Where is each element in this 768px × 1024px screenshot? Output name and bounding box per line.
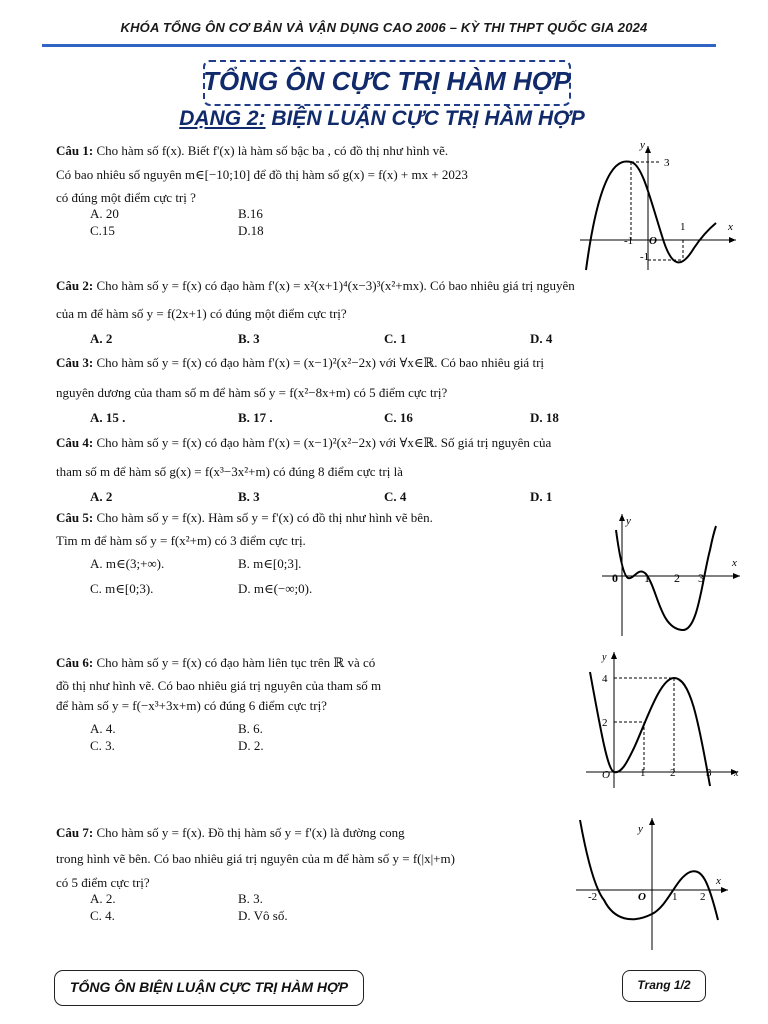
q4-line1 xyxy=(56,434,551,451)
q7-x-label: x xyxy=(716,875,721,887)
q7-line2: trong hình vẽ bên. Có bao nhiêu giá trị nguyên của m để hàm số y = f(|x|+m) xyxy=(56,851,455,866)
q1-option-c: C.15 xyxy=(90,223,115,238)
q1-label-minus1: -1 xyxy=(624,235,634,247)
q5-origin: 0 xyxy=(612,571,618,585)
q5-option-a: A. m∈(3;+∞). xyxy=(90,556,165,571)
q7-label: Câu 7: xyxy=(56,825,94,840)
q1-option-d: D.18 xyxy=(238,223,264,238)
q1-label-minus1-y: -1 xyxy=(640,251,650,263)
q4-text1: Cho hàm số y = f(x) có đạo hàm f'(x) = (x−1)²(x²−2x) với ∀x∈ℝ. Số giá trị nguyên của xyxy=(96,435,552,450)
q1-curve xyxy=(586,161,716,270)
q2-text1: Cho hàm số y = f(x) có đạo hàm f'(x) = x²(x+1)⁴(x−3)³(x²+mx). Có bao nhiêu giá trị nguyên xyxy=(96,278,575,293)
q1-x-label: x xyxy=(728,221,733,233)
q1-origin: O xyxy=(649,235,657,247)
q7-y-label: y xyxy=(638,823,643,835)
q4-label: Câu 4: xyxy=(56,435,94,450)
q6-line1 xyxy=(56,654,375,671)
q7-graph xyxy=(572,814,732,952)
q6-option-b: B. 6. xyxy=(238,721,263,736)
q6-line3: để hàm số y = f(−x³+3x+m) có đúng 6 điểm cực trị? xyxy=(56,698,327,713)
q5-option-c: C. m∈[0;3). xyxy=(90,581,154,596)
q5-label-3: 3 xyxy=(698,571,704,585)
q5-label-2: 2 xyxy=(674,571,680,585)
q6-graph xyxy=(582,648,744,790)
q6-label-3: 3 xyxy=(706,767,712,779)
page-header: KHÓA TỔNG ÔN CƠ BẢN VÀ VẬN DỤNG CAO 2006 – KỲ THI THPT QUỐC GIA 2024 xyxy=(120,20,648,35)
q6-label-2y: 2 xyxy=(602,717,608,729)
q7-label-1: 1 xyxy=(672,891,678,903)
q1-line2: Có bao nhiêu số nguyên m∈[−10;10] để đồ thị hàm số g(x) = f(x) + mx + 2023 xyxy=(56,167,468,182)
q4-option-d: D. 1 xyxy=(530,489,553,504)
q5-line1 xyxy=(56,509,433,526)
q2-option-a: A. 2 xyxy=(90,331,113,346)
q6-label: Câu 6: xyxy=(56,655,94,670)
q3-option-a: A. 15 . xyxy=(90,410,126,425)
q5-x-label: x xyxy=(732,557,737,569)
q3-label: Câu 3: xyxy=(56,355,94,370)
q6-label-4: 4 xyxy=(602,673,608,685)
q6-option-a: A. 4. xyxy=(90,721,116,736)
q7-x-arrow-icon xyxy=(721,887,728,893)
q7-label-2: 2 xyxy=(700,891,706,903)
q5-line2: Tìm m để hàm số y = f(x²+m) có 3 điểm cực trị. xyxy=(56,533,306,548)
q6-x-label: x xyxy=(734,768,739,779)
q7-option-d: D. Vô số. xyxy=(238,908,288,923)
q6-label-1: 1 xyxy=(640,767,646,779)
q5-x-arrow-icon xyxy=(733,573,740,579)
q4-option-a: A. 2 xyxy=(90,489,113,504)
q2-option-d: D. 4 xyxy=(530,331,553,346)
q2-option-b: B. 3 xyxy=(238,331,260,346)
q1-option-a: A. 20 xyxy=(90,206,119,221)
q1-label: Câu 1: xyxy=(56,143,94,158)
q3-line1 xyxy=(56,354,544,371)
q5-option-b: B. m∈[0;3]. xyxy=(238,556,302,571)
q3-option-b: B. 17 . xyxy=(238,410,273,425)
q3-line2: nguyên dương của tham số m để hàm số y = f(x²−8x+m) có 5 điểm cực trị? xyxy=(56,385,448,400)
q5-y-arrow-icon xyxy=(619,514,625,521)
q1-x-arrow-icon xyxy=(729,237,736,243)
q6-label-2: 2 xyxy=(670,767,676,779)
q7-option-a: A. 2. xyxy=(90,891,116,906)
q2-line2: của m để hàm số y = f(2x+1) có đúng một điểm cực trị? xyxy=(56,306,347,321)
page-title: TỔNG ÔN CỰC TRỊ HÀM HỢP xyxy=(203,66,571,96)
q4-option-c: C. 4 xyxy=(384,489,407,504)
q7-line1 xyxy=(56,824,405,841)
q6-y-label: y xyxy=(602,652,607,663)
q6-origin: O xyxy=(602,769,610,781)
q3-option-c: C. 16 xyxy=(384,410,413,425)
q1-y-label: y xyxy=(640,139,645,151)
q6-text1: Cho hàm số y = f(x) có đạo hàm liên tục trên ℝ và có xyxy=(96,655,376,670)
q7-line3: có 5 điểm cực trị? xyxy=(56,875,150,890)
q5-label: Câu 5: xyxy=(56,510,94,525)
q4-line2: tham số m để hàm số g(x) = f(x³−3x²+m) có đúng 8 điểm cực trị là xyxy=(56,464,403,479)
page-subtitle xyxy=(0,107,768,131)
q5-option-d: D. m∈(−∞;0). xyxy=(238,581,313,596)
q2-line1 xyxy=(56,277,575,294)
q5-text1: Cho hàm số y = f(x). Hàm số y = f'(x) có đồ thị như hình vẽ bên. xyxy=(96,510,433,525)
q7-curve xyxy=(580,820,718,920)
q7-origin: O xyxy=(638,891,646,903)
q1-label-3: 3 xyxy=(664,157,670,169)
subtitle-prefix: DẠNG 2: xyxy=(179,107,266,130)
q6-line2: đồ thị như hình vẽ. Có bao nhiêu giá trị nguyên của tham số m xyxy=(56,678,382,693)
q7-option-b: B. 3. xyxy=(238,891,263,906)
q1-y-arrow-icon xyxy=(645,146,651,153)
footer-title: TỔNG ÔN BIỆN LUẬN CỰC TRỊ HÀM HỢP xyxy=(69,979,349,995)
page-number: Trang 1/2 xyxy=(637,978,691,992)
q1-label-1: 1 xyxy=(680,221,686,233)
header-divider xyxy=(42,44,716,47)
q5-y-label: y xyxy=(626,515,631,527)
q4-option-b: B. 3 xyxy=(238,489,260,504)
q7-option-c: C. 4. xyxy=(90,908,115,923)
q1-text1: Cho hàm số f(x). Biết f'(x) là hàm số bậc ba , có đồ thị như hình vẽ. xyxy=(96,143,449,158)
q3-text1: Cho hàm số y = f(x) có đạo hàm f'(x) = (x−1)²(x²−2x) với ∀x∈ℝ. Có bao nhiêu giá trị xyxy=(96,355,545,370)
q1-graph xyxy=(576,138,742,272)
q2-label: Câu 2: xyxy=(56,278,94,293)
q2-option-c: C. 1 xyxy=(384,331,407,346)
q6-option-d: D. 2. xyxy=(238,738,264,753)
q6-option-c: C. 3. xyxy=(90,738,115,753)
q7-text1: Cho hàm số y = f(x). Đồ thị hàm số y = f'(x) là đường cong xyxy=(96,825,405,840)
q1-line1 xyxy=(56,142,448,159)
q7-y-arrow-icon xyxy=(649,818,655,825)
q5-label-1: 1 xyxy=(644,571,650,585)
q1-line3: có đúng một điểm cực trị ? xyxy=(56,190,196,205)
q6-y-arrow-icon xyxy=(611,652,617,659)
q3-option-d: D. 18 xyxy=(530,410,559,425)
q1-option-b: B.16 xyxy=(238,206,263,221)
subtitle-rest: BIỆN LUẬN CỰC TRỊ HÀM HỢP xyxy=(265,107,585,130)
q5-graph xyxy=(598,510,744,638)
q7-label-minus2: -2 xyxy=(588,891,598,903)
